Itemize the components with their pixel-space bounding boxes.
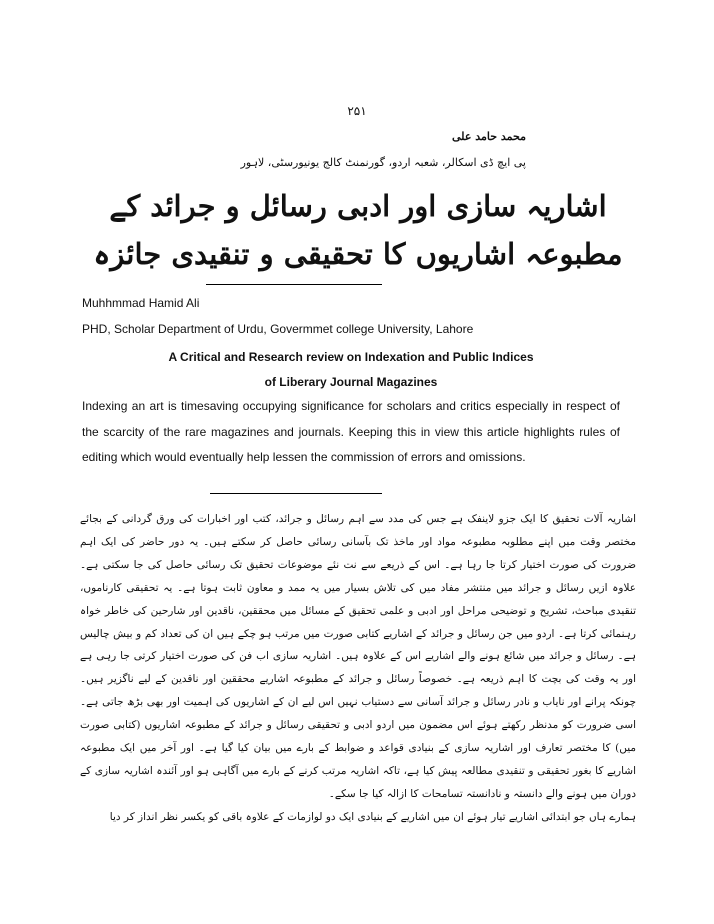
affiliation-english: PHD, Scholar Department of Urdu, Govermmet college University, Lahore [82, 322, 474, 336]
body-paragraph-1: اشاریہ آلات تحقیق کا ایک جزو لاینفک ہے جس کی مدد سے اہم رسائل و جرائد، کتب اور اخبارات کی ورق گردانی کے بجائے مختصر وقت میں اپنے مطلوبہ مطبوعہ مواد اور ماخذ تک بآسانی رسائی حاصل کر سکتے ہیں۔ یہ دور حاضر کی ایک اہم ضرورت کی صورت اختیار کرتا جا رہا ہے۔ اس کے ذریعے سے نت نئے موضوعات تحقیق تک رسائی حاصل کی جا سکتی ہے۔ علاوہ ازیں رسائل و جرائد میں منتشر مفاد میں کی تلاش بسیار میں یہ ممد و معاون ثابت ہوتا ہے۔ یہ تحقیقی کارناموں، تنقیدی مباحث، تشریح و توضیحی مراحل اور ادبی و علمی تحقیق کے مسائل میں محققین، ناقدین اور شارحین کی خاطر خواہ رہنمائی کرتا ہے۔ اردو میں جن رسائل و جرائد کے اشاریے کتابی صورت میں مرتب ہو چکے ہیں ان کی تعداد کم و بیش چالیس ہے۔ رسائل و جرائد میں شائع ہونے والے اشاریے اس کے علاوہ ہیں۔ اشاریہ سازی اب فن کی صورت اختیار کرتی جا رہی ہے اور یہ وقت کی بچت کا اہم ذریعہ ہے۔ خصوصاً رسائل و جرائد کے مطبوعہ اشاریے محققین اور ناقدین کے لیے ناگزیر ہیں۔ چونکہ پرانے اور نایاب و نادر رسائل و جرائد آسانی سے دستیاب نہیں اس لیے ان کے اشاریوں کی اہمیت اور بھی بڑھ جاتی ہے۔ اسی ضرورت کو مدنظر رکھتے ہوئے اس مضمون میں اردو ادبی و تحقیقی رسائل و جرائد کے مطبوعہ اشاریوں (کتابی صورت میں) کا مختصر تعارف اور اشاریہ سازی کے بنیادی قواعد و ضوابط کے بارے میں بیان کیا گیا ہے۔ اور آخر میں ایک مطبوعہ اشاریے کا بغور تحقیقی و تنقیدی مطالعہ پیش کیا ہے، تاکہ اشاریہ مرتب کرنے کے بارے میں آگاہی ہو اور آئندہ اشاریہ سازی کے دوران میں ہونے والے دانستہ و نادانستہ تسامحات کا ازالہ کیا جا سکے۔ [80, 513, 636, 800]
body-paragraph-2: ہمارے ہاں جو ابتدائی اشاریے تیار ہوئے ان میں اشاریے کے بنیادی ایک دو لوازمات کے علاوہ باقی کو یکسر نظر انداز کر دیا [109, 810, 636, 823]
author-name-urdu: محمد حامد علی [452, 130, 526, 143]
divider-top [206, 284, 382, 285]
title-english-line1: A Critical and Research review on Indexation and Public Indices [168, 350, 534, 364]
affiliation-urdu: پی ایچ ڈی اسکالر، شعبہ اردو، گورنمنٹ کالج یونیورسٹی، لاہور [240, 156, 526, 169]
author-name-english: Muhhmmad Hamid Ali [82, 296, 200, 310]
body-urdu [80, 508, 636, 829]
divider-bottom [210, 493, 382, 494]
abstract-english: Indexing an art is timesaving occupying significance for scholars and critics especially in respect of the scarcity of the rare magazines and journals. Keeping this in view this article highlights rules of editing which would eventually help lessen the commission of errors and omissions. [82, 399, 620, 464]
title-english [82, 345, 620, 395]
title-urdu: اشاریہ سازی اور ادبی رسائل و جرائد کے مطبوعہ اشاریوں کا تحقیقی و تنقیدی جائزہ [93, 189, 623, 271]
page-number: ۲۵۱ [347, 104, 367, 118]
title-english-line2: of Liberary Journal Magazines [264, 375, 438, 389]
